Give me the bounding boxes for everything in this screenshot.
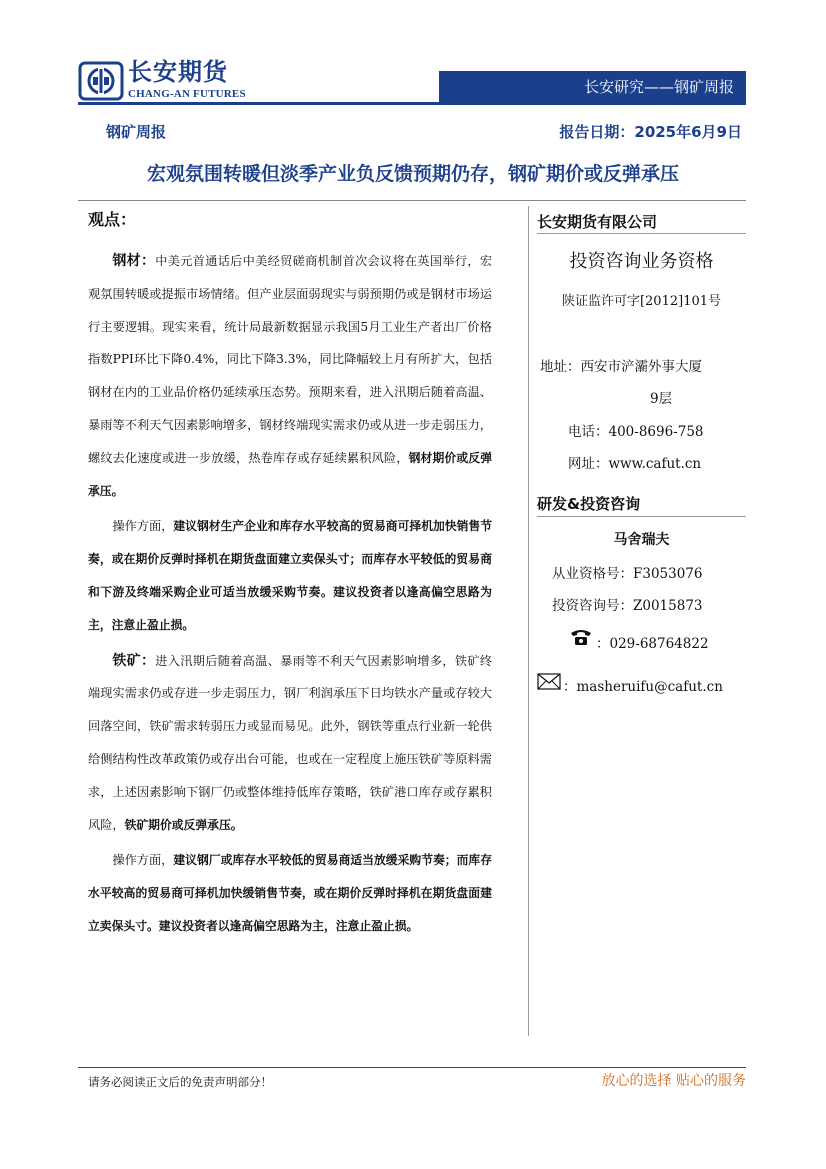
steel-paragraph xyxy=(88,245,492,507)
steel-conclusion: 钢材期价或反弹承压。 xyxy=(88,450,492,498)
page-title: 宏观氛围转暖但淡季产业负反馈预期仍存，钢矿期价或反弹承压 xyxy=(146,163,679,185)
ore-paragraph xyxy=(88,645,492,842)
sidebar-rd-heading: 研发&投资咨询 xyxy=(537,495,641,513)
sidebar-address: 地址：西安市浐灞外事大厦 xyxy=(540,359,702,375)
title-rule xyxy=(78,200,746,201)
sidebar-qualification: 投资咨询业务资格 xyxy=(569,251,714,272)
analyst-cert-f: 从业资格号：F3053076 xyxy=(552,566,703,582)
section-label: 钢矿周报 xyxy=(106,123,167,141)
phone-icon xyxy=(570,628,592,646)
sidebar-company: 长安期货有限公司 xyxy=(537,213,658,231)
steel-text: 中美元首通话后中美经贸磋商机制首次会议将在英国举行，宏观氛围转暖或提振市场情绪。但产业层面弱现实与弱预期仍或是钢材市场运行主要逻辑。现实来看，统计局最新数据显示我国5月工业生产者出厂价格指数PPI环比下降0.4%，同比下降3.3%，同比降幅较上月有所扩大，包括钢材在内的工业品价格仍延续承压态势。预期来看，进入汛期后随着高温、暴雨等不利天气因素影响增多，钢材终端现实需求仍或从进一步走弱压力，螺纹去化速度或进一步放缓，热卷库存或存延续累积风险， xyxy=(88,254,493,465)
sidebar-tel: 电话：400-8696-758 xyxy=(568,424,704,440)
analyst-phone: ：029-68764822 xyxy=(596,636,709,652)
ore-conclusion: 铁矿期价或反弹承压。 xyxy=(124,817,243,832)
view-heading: 观点： xyxy=(88,210,137,229)
footer-rule xyxy=(78,1067,746,1068)
ore-lead: 铁矿： xyxy=(112,652,156,669)
analyst-cert-z: 投资咨询号：Z0015873 xyxy=(552,598,703,614)
analyst-name: 马舍瑞夫 xyxy=(613,532,670,548)
analyst-email[interactable]: ：masheruifu@cafut.cn xyxy=(563,679,723,695)
ore-op-text: 建议钢厂或库存水平较低的贸易商适当放缓采购节奏；而库存水平较高的贸易商可择机加快缓销售节奏，或在期价反弹时择机在期货盘面建立卖保头寸。建议投资者以逢高偏空思路为主，注意止盈止损。 xyxy=(88,853,492,933)
sidebar-license: 陕证监许可字[2012]101号 xyxy=(561,294,722,309)
company-logo-icon xyxy=(78,61,124,101)
report-date: 报告日期：2025年6月9日 xyxy=(559,123,742,141)
sidebar-rd-rule xyxy=(537,516,746,517)
header-tab xyxy=(439,71,746,102)
mail-icon xyxy=(537,673,561,690)
sidebar-website[interactable]: 网址：www.cafut.cn xyxy=(568,456,702,472)
header-rule xyxy=(78,102,746,105)
analysis-body xyxy=(88,245,492,943)
sidebar-company-rule xyxy=(537,233,746,234)
column-divider xyxy=(528,206,529,1036)
company-name-cn: 长安期货 xyxy=(128,58,228,86)
ore-operation-paragraph xyxy=(88,844,492,942)
steel-operation-paragraph xyxy=(88,510,492,641)
footer-disclaimer: 请务必阅读正文后的免责声明部分！ xyxy=(88,1075,272,1089)
footer-slogan: 放心的选择 贴心的服务 xyxy=(601,1073,746,1089)
steel-op-prefix: 操作方面， xyxy=(112,519,174,534)
steel-op-text: 建议钢材生产企业和库存水平较高的贸易商可择机加快销售节奏，或在期价反弹时择机在期货盘面建立卖保头寸；而库存水平较低的贸易商和下游及终端采购企业可适当放缓采购节奏。建议投资者以逢高偏空思路为主，注意止盈止损。 xyxy=(88,519,492,632)
steel-lead: 钢材： xyxy=(112,253,156,269)
company-name-en: CHANG-AN FUTURES xyxy=(128,88,246,100)
ore-text: 进入汛期后随着高温、暴雨等不利天气因素影响增多，铁矿终端现实需求仍或存进一步走弱压力，钢厂利润承压下日均铁水产量或存较大回落空间，铁矿需求转弱压力或显而易见。此外，钢铁等重点行业新一轮供给侧结构性改革政策仍或存出台可能，也或在一定程度上施压铁矿等原料需求，上述因素影响下钢厂仍或整体维持低库存策略，铁矿港口库存或存累积风险， xyxy=(88,653,493,832)
sidebar-address-line2: 9层 xyxy=(650,391,673,407)
header-tab-label: 长安研究——钢矿周报 xyxy=(583,78,734,96)
ore-op-prefix: 操作方面， xyxy=(112,853,174,868)
